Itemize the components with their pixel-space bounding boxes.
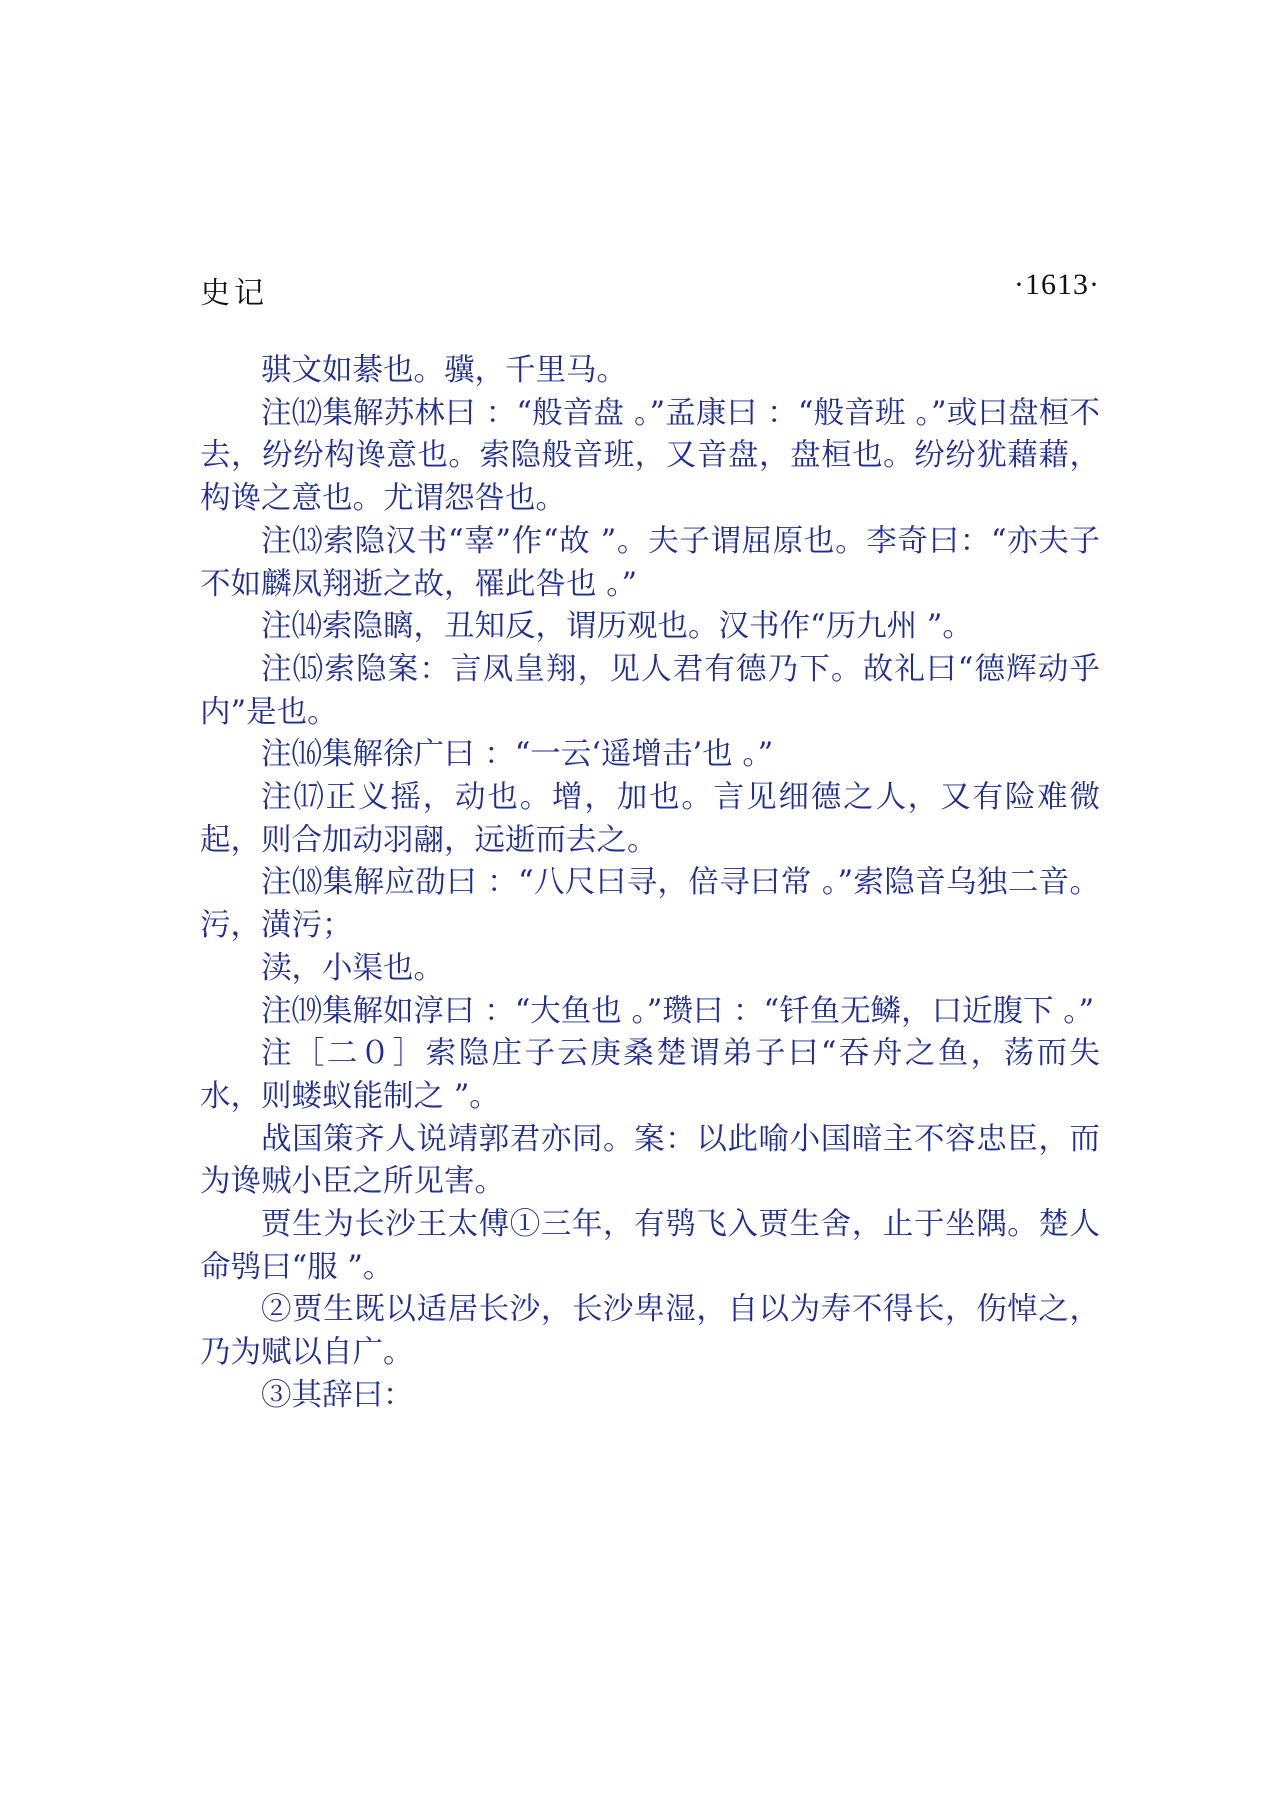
paragraph-12: 战国策齐人说靖郭君亦同。案：以此喻小国暗主不容忠臣，而为谗贼小臣之所见害。: [200, 1121, 1100, 1200]
page-number: ·1613·: [1014, 268, 1100, 301]
paragraph-5: 注⒂索隐案：言凤皇翔，见人君有德乃下。故礼曰“德辉动乎内”是也。: [200, 651, 1100, 730]
paragraph-6: 注⒃集解徐广曰 ：“一云‘遥增击’也 。”: [261, 737, 774, 773]
paragraph-9: 渎，小渠也。: [261, 950, 444, 986]
paragraph-3: 注⒀索隐汉书“辜”作“故 ”。夫子谓屈原也。李奇曰：“亦夫子不如麟凤翔逝之故，罹此咎也 。”: [200, 523, 1100, 602]
paragraph-7: 注⒄正义摇，动也。增，加也。言见细德之人，又有险难微起，则合加动羽翮，远逝而去之。: [200, 780, 1100, 858]
paragraph-1: 骐文如綦也。骥，千里马。: [261, 353, 627, 388]
paragraph-10: 注⒆集解如淳曰 ：“大鱼也 。”瓒曰 ：“钎鱼无鳞，口近腹下 。”: [261, 993, 1095, 1029]
paragraph-13: 贾生为长沙王太傅①三年，有鸮飞入贾生舍，止于坐隅。楚人命鸮曰“服 ”。: [200, 1207, 1100, 1285]
paragraph-11: 注［二０］索隐庄子云庚桑楚谓弟子曰“吞舟之鱼，荡而失水，则蝼蚁能制之 ”。: [200, 1036, 1100, 1114]
paragraph-2: 注⑿集解苏林曰 ：“般音盘 。”孟康曰 ：“般音班 。”或曰盘桓不去，纷纷构谗意也。索隐般音班，又音盘，盘桓也。纷纷犹藉藉，构谗之意也。尤谓怨咎也。: [200, 395, 1100, 517]
paragraph-4: 注⒁索隐瞝，丑知反，谓历观也。汉书作“历九州 ”。: [261, 609, 973, 645]
paragraph-14: ②贾生既以适居长沙，长沙卑湿，自以为寿不得长，伤悼之，乃为赋以自广。: [200, 1292, 1100, 1371]
page-header: [200, 268, 1100, 312]
paragraph-8: 注⒅集解应劭曰 ：“八尺曰寻，倍寻曰常 。”索隐音乌独二音。污，潢污；: [200, 865, 1100, 944]
page-body: [200, 350, 1100, 1418]
book-title: 史记: [200, 276, 268, 311]
paragraph-15: ③其辞曰：: [261, 1377, 414, 1413]
